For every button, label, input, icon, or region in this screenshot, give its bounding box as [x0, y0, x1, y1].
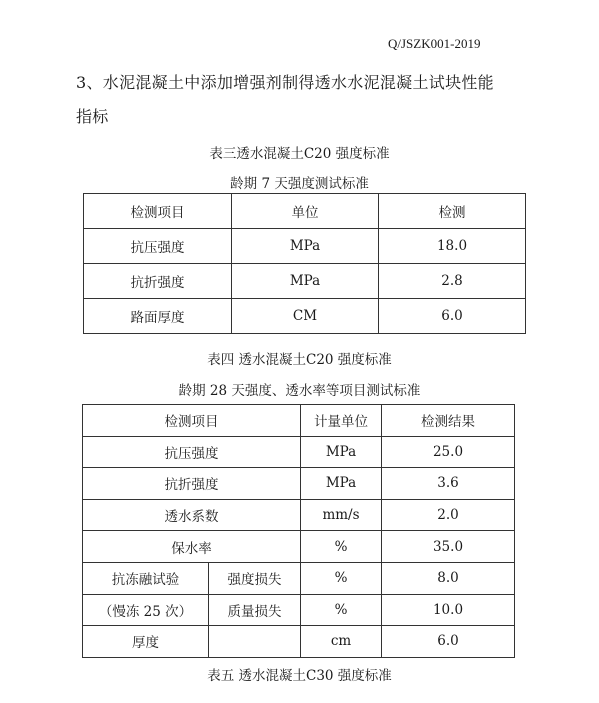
table-row — [83, 594, 515, 626]
result-cell: 3.6 — [382, 468, 515, 500]
table-row — [83, 562, 515, 594]
unit-cell: MPa — [301, 468, 382, 500]
unit-cell: % — [301, 594, 382, 626]
header-cell: 单位 — [232, 194, 379, 229]
header-cell: 检测结果 — [382, 405, 515, 437]
value-cell: 6.0 — [379, 299, 526, 334]
freeze-test-label: 抗冻融试验 — [83, 562, 209, 594]
result-cell: 6.0 — [382, 626, 515, 658]
value-cell: 18.0 — [379, 229, 526, 264]
result-cell: 10.0 — [382, 594, 515, 626]
item-cell: 透水系数 — [83, 499, 301, 531]
table3-caption: 表三透水混凝土C20 强度标准 — [209, 146, 390, 162]
freeze-test-condition: （慢冻 25 次） — [83, 594, 209, 626]
table-row — [83, 499, 515, 531]
result-cell: 35.0 — [382, 531, 515, 563]
item-cell: 厚度 — [83, 626, 209, 658]
unit-cell: % — [301, 562, 382, 594]
result-cell: 8.0 — [382, 562, 515, 594]
table-row — [83, 468, 515, 500]
item-cell: 抗压强度 — [84, 229, 232, 264]
table4-caption: 表四 透水混凝土C20 强度标准 — [207, 352, 392, 368]
section-heading: 3、水泥混凝土中添加增强剂制得透水水泥混凝土试块性能 — [76, 73, 494, 92]
item-cell: 抗折强度 — [83, 468, 301, 500]
unit-cell: cm — [301, 626, 382, 658]
unit-cell: % — [301, 531, 382, 563]
result-cell: 25.0 — [382, 436, 515, 468]
item-cell: 路面厚度 — [84, 299, 232, 334]
table5-caption: 表五 透水混凝土C30 强度标准 — [207, 668, 392, 684]
sub-item-cell: 质量损失 — [209, 594, 301, 626]
document-number: Q/JSZK001-2019 — [388, 36, 481, 51]
unit-cell: MPa — [232, 229, 379, 264]
item-cell: 抗折强度 — [84, 264, 232, 299]
header-cell: 计量单位 — [301, 405, 382, 437]
table4 — [82, 404, 515, 658]
table-header-row — [83, 405, 515, 437]
header-cell: 检测项目 — [83, 405, 301, 437]
result-cell: 2.0 — [382, 499, 515, 531]
unit-cell: CM — [232, 299, 379, 334]
table-row — [84, 299, 526, 334]
table3-subcaption: 龄期 7 天强度测试标准 — [230, 176, 369, 192]
item-cell: 保水率 — [83, 531, 301, 563]
table-row — [83, 531, 515, 563]
section-heading-continued: 指标 — [76, 107, 109, 126]
value-cell: 2.8 — [379, 264, 526, 299]
table-row — [83, 436, 515, 468]
table-row — [84, 229, 526, 264]
unit-cell: MPa — [232, 264, 379, 299]
sub-item-cell: 强度损失 — [209, 562, 301, 594]
header-cell: 检测 — [379, 194, 526, 229]
table3 — [83, 193, 526, 334]
unit-cell: MPa — [301, 436, 382, 468]
item-cell: 抗压强度 — [83, 436, 301, 468]
header-cell: 检测项目 — [84, 194, 232, 229]
empty-cell — [209, 626, 301, 658]
table-row — [84, 264, 526, 299]
unit-cell: mm/s — [301, 499, 382, 531]
table-row — [83, 626, 515, 658]
table-header-row — [84, 194, 526, 229]
table4-subcaption: 龄期 28 天强度、透水率等项目测试标准 — [178, 383, 421, 399]
